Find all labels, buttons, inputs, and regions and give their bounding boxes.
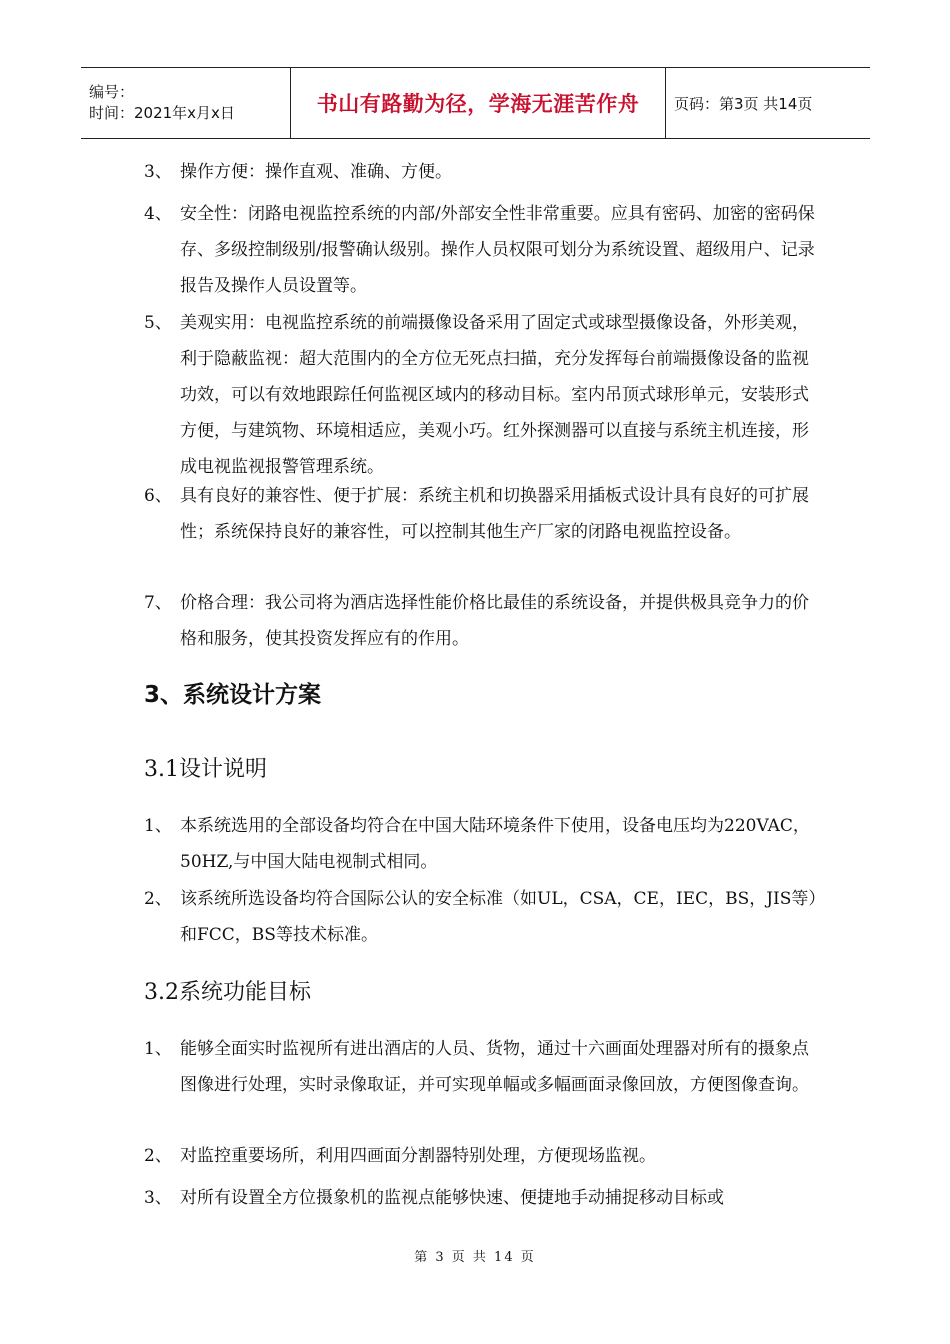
page-header <box>81 67 870 139</box>
list-text: 具有良好的兼容性、便于扩展：系统主机和切换器采用插板式设计具有良好的可扩展性；系统保持良好的兼容性，可以控制其他生产厂家的闭路电视监控设备。 <box>180 486 809 542</box>
list-text: 对监控重要场所，利用四画面分割器特别处理，方便现场监视。 <box>180 1146 656 1166</box>
list-text: 本系统选用的全部设备均符合在中国大陆环境条件下使用，设备电压均为220VAC，50HZ,与中国大陆电视制式相同。 <box>180 816 810 872</box>
list-item <box>144 154 824 190</box>
list-item <box>144 1180 824 1216</box>
list-number: 6、 <box>144 486 172 506</box>
list-item <box>144 196 824 304</box>
list-text: 价格合理：我公司将为酒店选择性能价格比最佳的系统设备，并提供极具竞争力的价格和服务，使其投资发挥应有的作用。 <box>180 593 809 649</box>
subsection-heading: 3.1设计说明 <box>144 757 267 782</box>
page-footer: 第 3 页 共 14 页 <box>414 1250 536 1265</box>
list-number: 2、 <box>144 889 172 909</box>
list-number: 1、 <box>144 816 172 836</box>
list-number: 2、 <box>144 1146 172 1166</box>
list-number: 7、 <box>144 593 172 613</box>
page-label: 页码：第3页 共14页 <box>674 94 813 113</box>
list-text: 能够全面实时监视所有进出酒店的人员、货物，通过十六画面处理器对所有的摄象点图像进行处理，实时录像取证，并可实现单幅或多幅画面录像回放，方便图像查询。 <box>180 1039 809 1095</box>
list-text: 操作方便：操作直观、准确、方便。 <box>180 162 452 182</box>
list-number: 5、 <box>144 313 172 333</box>
number-label: 编号： <box>89 83 135 101</box>
header-motto-cell <box>290 68 666 138</box>
list-number: 4、 <box>144 204 172 224</box>
list-item <box>144 478 824 550</box>
list-item <box>144 881 824 953</box>
list-number: 1、 <box>144 1039 172 1059</box>
header-left-cell <box>81 68 290 138</box>
list-item <box>144 305 824 485</box>
list-text: 安全性：闭路电视监控系统的内部/外部安全性非常重要。应具有密码、加密的密码保存、多级控制级别/报警确认级别。操作人员权限可划分为系统设置、超级用户、记录报告及操作人员设置等。 <box>180 204 815 296</box>
list-item <box>144 585 824 657</box>
list-item <box>144 808 824 880</box>
header-page-cell <box>666 68 870 138</box>
section-heading: 3、系统设计方案 <box>144 682 322 708</box>
list-item <box>144 1138 824 1174</box>
list-item <box>144 1031 824 1103</box>
list-number: 3、 <box>144 162 172 182</box>
list-text: 对所有设置全方位摄象机的监视点能够快速、便捷地手动捕捉移动目标或 <box>180 1188 724 1208</box>
subsection-heading: 3.2系统功能目标 <box>144 980 311 1005</box>
time-label: 时间：2021年x月x日 <box>89 104 235 122</box>
motto: 书山有路勤为径，学海无涯苦作舟 <box>316 92 640 116</box>
list-text: 该系统所选设备均符合国际公认的安全标准（如UL，CSA，CE，IEC，BS，JIS等）和FCC，BS等技术标准。 <box>180 889 817 945</box>
list-number: 3、 <box>144 1188 172 1208</box>
list-text: 美观实用：电视监控系统的前端摄像设备采用了固定式或球型摄像设备，外形美观，利于隐蔽监视：超大范围内的全方位无死点扫描，充分发挥每台前端摄像设备的监视功效，可以有效地跟踪任何监视区域内的移动目标。室内吊顶式球形单元，安装形式方便，与建筑物、环境相适应，美观小巧。红外探测器可以直接与系统主机连接，形成电视监视报警管理系统。 <box>180 313 809 477</box>
